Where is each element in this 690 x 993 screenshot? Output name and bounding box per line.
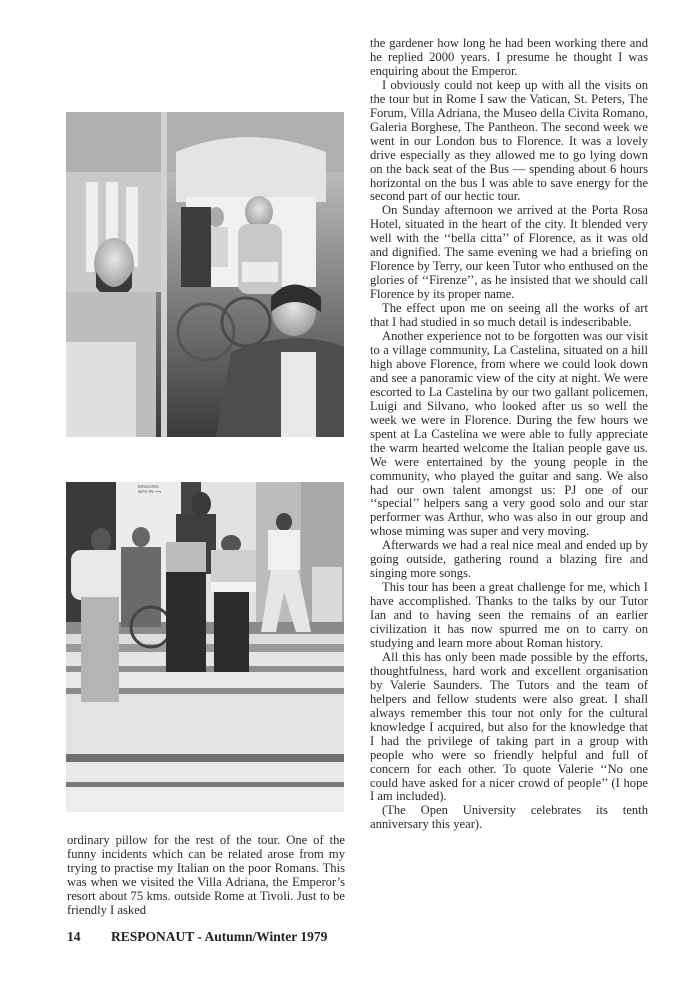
paragraph: On Sunday afternoon we arrived at the Porta Rosa Hotel, situated in the heart of the city. It blended very well with the ‘‘bella citta’’ of Florence, as it was old and dignified. The same evening we had a briefing on Florence by Terry, our keen Tutor who enthused on the glories of ‘‘Firenze’’, as he insisted that we should call Florence by its proper name.	[370, 203, 648, 302]
publication-title: RESPONAUT - Autumn/Winter 1979	[111, 929, 328, 944]
bus-interior-photo	[66, 112, 344, 437]
article-left-column	[67, 834, 345, 918]
article-right-column	[370, 37, 648, 832]
paragraph: All this has only been made possible by the efforts, thoughtfulness, hard work and excellent organisation by Valerie Saunders. The Tutors and the team of helpers and fellow students were also great. I shall always remember this tour not only for the cultural knowledge I acquired, but also for the knowledge that I had the privilege of taking part in a group with people who were so friendly helpful and full of concern for each other. To quote Valerie ‘‘No one could have asked for a nicer crowd of people’’ (I hope I am included).	[370, 649, 648, 804]
paragraph: the gardener how long he had been working there and he replied 2000 years. I presume he thought I was enquiring about the Emperor.	[370, 36, 648, 78]
steps-photo	[66, 482, 344, 812]
sign-way-in: WAY IN ⟶	[138, 489, 162, 494]
sign-eingang: EINGANG	[138, 484, 159, 489]
page-number: 14	[67, 929, 81, 944]
page-footer	[67, 929, 327, 945]
bus-interior-illustration	[66, 112, 344, 437]
paragraph: I obviously could not keep up with all the visits on the tour but in Rome I saw the Vatican, St. Peters, The Forum, Villa Adriana, the Museo della Civita Romano, Galeria Borghese, The Pantheon. The second week we went in our London bus to Florence. It was a lovely drive especially as they allowed me to go lying down on the back seat of the Bus — spending about 6 hours horizontal on the bus I was able to save energy for the second part of our hectic tour.	[370, 77, 648, 204]
paragraph: Another experience not to be forgotten was our visit to a village community, La Castelina, situated on a hill high above Florence, from where we could look down and see a panoramic view of the city at night. We were escorted to La Castelina by our two gallant policemen, Luigi and Silvano, who looked after us so well the week we were in Florence. During the few hours we spent at La Castelina we were able to fully appreciate the warm hearted welcome the Italian people gave us. We were entertained by the young people in the community, who played the guitar and sang. We also had our own talent amongst us: PJ one of our ‘‘special’’ helpers sang a very good solo and our star performer was Arthur, who was also in our group and whose miming was super and very moving.	[370, 329, 648, 539]
paragraph: The effect upon me on seeing all the works of art that I had studied in so much detail is indescribable.	[370, 301, 648, 330]
paragraph: Afterwards we had a real nice meal and ended up by going outside, gathering round a blazing fire and singing more songs.	[370, 538, 648, 581]
paragraph: ordinary pillow for the rest of the tour. One of the funny incidents which can be related arose from my trying to practise my Italian on the poor Romans. This was when we visited the Villa Adriana, the Emperor’s resort about 75 kms. outside Rome at Tivoli. Just to be friendly I asked	[67, 833, 345, 917]
paragraph: This tour has been a great challenge for me, which I have accomplished. Thanks to the talks by our Tutor Ian and to having seen the remains of an earlier civilization it has now spurred me on to carry on studying and learn more about Roman history.	[370, 580, 648, 650]
steps-illustration	[66, 482, 344, 812]
paragraph: (The Open University celebrates its tenth anniversary this year).	[370, 803, 648, 832]
